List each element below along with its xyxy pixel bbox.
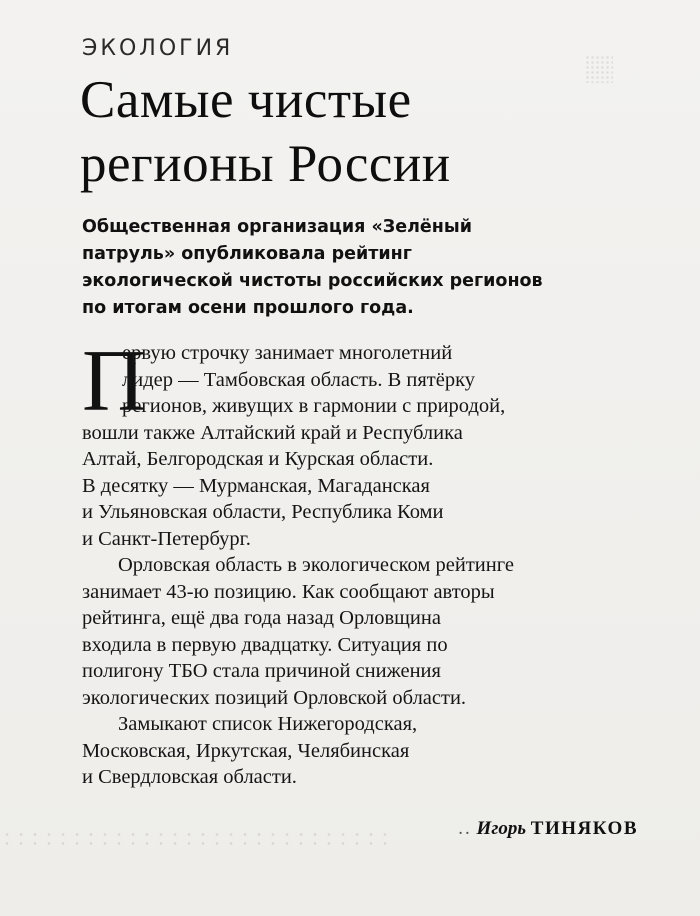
byline-dots: .. bbox=[458, 818, 472, 839]
body-line: и Свердловская области. bbox=[82, 766, 297, 788]
body-line: Орловская область в экологическом рейтинге bbox=[118, 554, 514, 576]
body-line: рейтинга, ещё два года назад Орловщина bbox=[82, 607, 441, 629]
body-line: экологических позиций Орловской области. bbox=[82, 686, 467, 709]
body-line: регионов, живущих в гармонии с природой, bbox=[122, 395, 506, 417]
paragraph-1 bbox=[82, 333, 642, 552]
drop-cap: П bbox=[82, 333, 146, 430]
body-line: Алтай, Белгородская и Курская области. bbox=[82, 448, 434, 470]
body-line: занимает 43-ю позицию. Как сообщают авторы bbox=[82, 580, 495, 603]
body-line: и Санкт-Петербург. bbox=[82, 527, 251, 550]
author-byline bbox=[400, 818, 638, 840]
body-line: Московская, Иркутская, Челябинская bbox=[82, 739, 410, 762]
scan-noise-strip bbox=[0, 830, 390, 850]
body-line: лидер — Тамбовская область. В пятёрку bbox=[122, 368, 476, 391]
body-line: вошли также Алтайский край и Республика bbox=[82, 421, 463, 444]
headline-line-1: Самые чистые bbox=[80, 71, 412, 129]
body-line: Замыкают список Нижегородская, bbox=[118, 713, 418, 735]
article-lead bbox=[82, 214, 662, 322]
paragraph-3 bbox=[82, 711, 642, 791]
article-body bbox=[82, 333, 642, 791]
author-first-name: Игорь bbox=[476, 818, 527, 839]
paragraph-2 bbox=[82, 552, 642, 711]
section-rubric: ЭКОЛОГИЯ bbox=[82, 36, 234, 61]
body-line: ервую строчку занимает многолетний bbox=[122, 342, 453, 364]
lead-line: патруль» опубликовала рейтинг bbox=[82, 244, 412, 264]
lead-line: по итогам осени прошлого года. bbox=[82, 298, 414, 318]
headline-line-2: регионы России bbox=[80, 135, 451, 193]
author-last-name: ТИНЯКОВ bbox=[530, 818, 638, 839]
body-line: и Ульяновская области, Республика Коми bbox=[82, 501, 444, 523]
lead-line: экологической чистоты российских регионов bbox=[82, 271, 543, 291]
body-line: В десятку — Мурманская, Магаданская bbox=[82, 474, 430, 497]
article-headline bbox=[80, 68, 680, 196]
body-line: полигону ТБО стала причиной снижения bbox=[82, 660, 441, 682]
body-line: входила в первую двадцатку. Ситуация по bbox=[82, 633, 448, 656]
lead-line: Общественная организация «Зелёный bbox=[82, 217, 472, 237]
